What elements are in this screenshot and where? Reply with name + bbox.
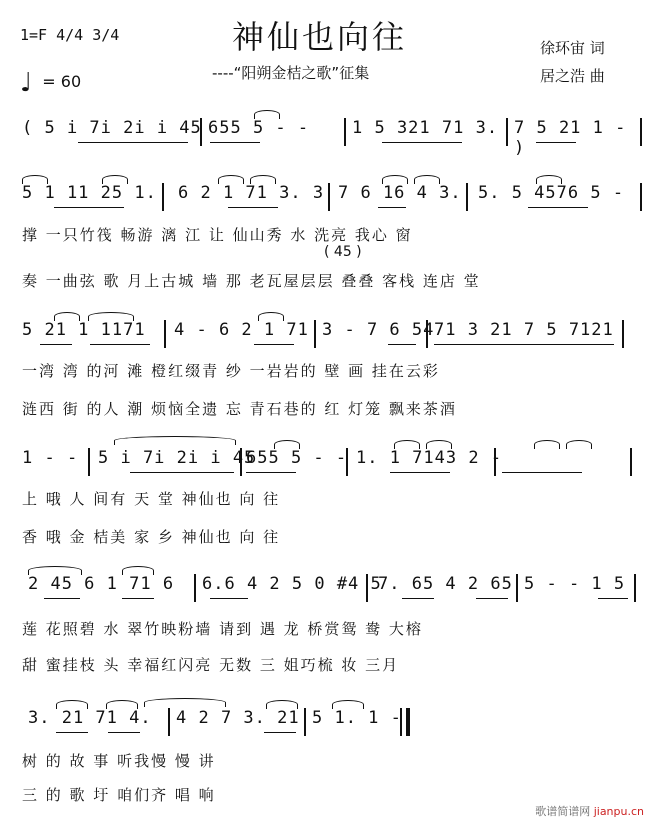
- score-line-6: [18, 708, 642, 748]
- measure: 7 6 16 4 3.: [338, 183, 462, 203]
- score-line-2: [18, 183, 642, 223]
- credits: [540, 34, 605, 90]
- lyrics-verse-2: 甜 蜜挂枝 头 幸福红闪亮 无数 三 姐巧梳 妆 三月: [22, 656, 400, 674]
- measure: 2 45 6 1 71 6: [28, 574, 175, 594]
- tempo-value: = 60: [42, 72, 82, 91]
- measure: 3. 21 71 4.: [28, 708, 152, 728]
- alt-notation: ( 45 ): [324, 244, 362, 260]
- lyricist: 徐环宙 词: [540, 39, 605, 57]
- measure: 5 i 7i 2i i 45: [98, 448, 256, 468]
- measure: 6 2 1 71 3. 3: [178, 183, 325, 203]
- lyrics-verse-2: 香 哦 金 桔美 家 乡 神仙也 向 往: [22, 528, 281, 546]
- song-subtitle: ----“阳朔金桔之歌”征集: [212, 64, 370, 82]
- score-line-4: [18, 448, 642, 488]
- lyrics-verse-2: 涟西 街 的人 潮 烦恼全遗 忘 青石巷的 红 灯笼 飘来茶酒: [22, 400, 457, 418]
- lyrics-verse-1: 莲 花照碧 水 翠竹映粉墙 请到 遇 龙 桥赏鸳 鸯 大榕: [22, 620, 423, 638]
- score-line-1: [18, 118, 642, 158]
- lyrics-verse-2: 奏 一曲弦 歌 月上古城 墙 那 老瓦屋层层 叠叠 客栈 连店 堂: [22, 272, 481, 290]
- measure: 5 21 1 1171: [22, 320, 146, 340]
- measure: 5 - - 1 5: [524, 574, 626, 594]
- measure: 5 1 11 25 1.: [22, 183, 157, 203]
- measure: 71 3 21 7 5 7121: [434, 320, 614, 340]
- measure: 4 - 6 2 1 71: [174, 320, 309, 340]
- key-signature: 1=F 4/4 3/4: [20, 26, 120, 44]
- measure: 655 5 - -: [208, 118, 310, 138]
- tempo-marking: [20, 64, 82, 98]
- lyrics-verse-1: 树 的 故 事 听我慢 慢 讲: [22, 752, 216, 770]
- measure: 655 5 - -: [246, 448, 348, 468]
- watermark: 歌谱简谱网 jianpu.cn: [535, 805, 644, 818]
- measure: 4 2 7 3. 21: [176, 708, 300, 728]
- measure: ( 5 i 7i 2i i 45: [22, 118, 202, 138]
- lyrics-verse-1: 一湾 湾 的河 滩 橙红缀青 纱 一岩岩的 壁 画 挂在云彩: [22, 362, 440, 380]
- measure: 5. 5 4576 5 -: [478, 183, 625, 203]
- song-title: 神仙也向往: [232, 18, 408, 56]
- quarter-note-icon: ♩: [20, 68, 33, 98]
- score-line-5: [18, 574, 642, 614]
- measure: 1 5 321 71 3.: [352, 118, 499, 138]
- score-line-3: [18, 320, 642, 360]
- measure: 1 - -: [22, 448, 79, 468]
- lyrics-verse-1: 上 哦 人 间有 天 堂 神仙也 向 往: [22, 490, 281, 508]
- measure: 3 - 7 6 54: [322, 320, 435, 340]
- measure: 5 1. 1 -: [312, 708, 402, 728]
- measure: 7. 65 4 2 65: [378, 574, 513, 594]
- lyrics-verse-2: 三 的 歌 圩 咱们齐 唱 响: [22, 786, 216, 804]
- measure: 1. 1 7143 2 -: [356, 448, 503, 468]
- composer: 居之浩 曲: [540, 67, 605, 85]
- lyrics-verse-1: 撑 一只竹筏 畅游 漓 江 让 仙山秀 水 洗亮 我心 窗: [22, 226, 413, 244]
- measure: 7 5 21 1 - ): [514, 118, 627, 158]
- measure: 6.6 4 2 5 0 #4 5: [202, 574, 382, 594]
